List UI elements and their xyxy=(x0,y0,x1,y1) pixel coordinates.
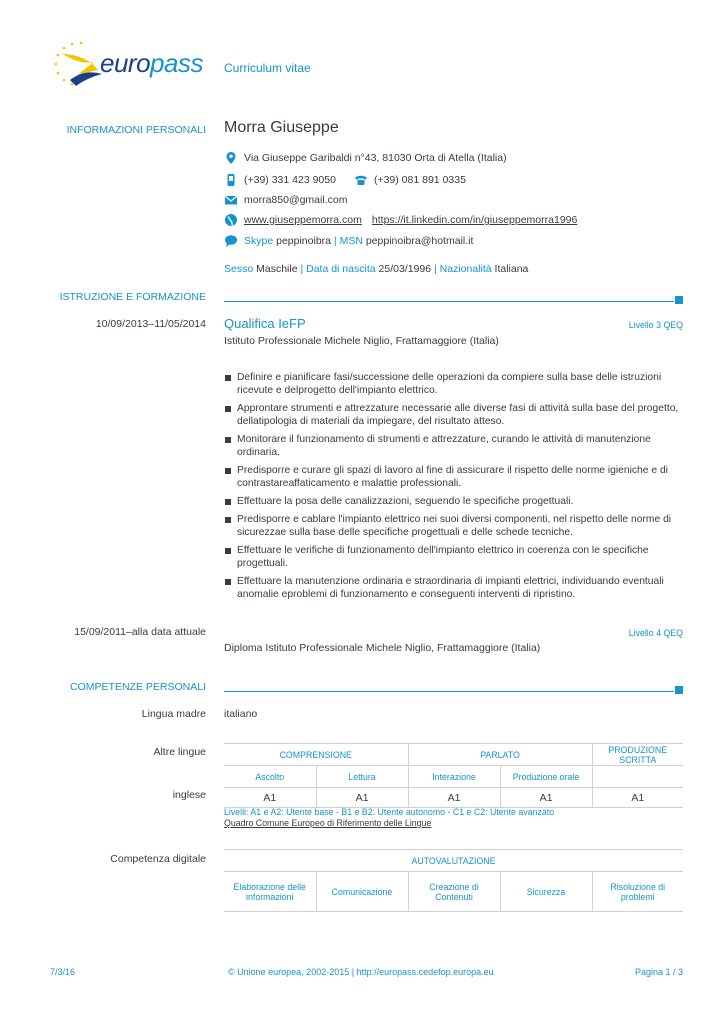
list-item: Effettuare la manutenzione ordinaria e straordinaria di impianti elettrici, individuando eventuali anomalie eproblemi di funzionamento e conseguenti interventi di ripristino. xyxy=(224,575,684,601)
dob-value: 25/03/1996 xyxy=(378,263,432,275)
person-name: Morra Giuseppe xyxy=(224,119,339,136)
mother-tongue-label: Lingua madre xyxy=(141,708,206,720)
logo-text-pass: pass xyxy=(150,48,203,78)
sex-value: Maschile xyxy=(256,263,298,275)
diploma-title: Diploma Istituto Professionale Michele Niglio, Frattamaggiore (Italia) xyxy=(224,642,541,654)
section-rule-marker xyxy=(675,686,683,694)
digital-competence-table xyxy=(224,849,683,912)
list-item: Monitorare il funzionamento di strumenti e attrezzature, curando le attività di manutenzione ordinaria. xyxy=(224,433,684,459)
separator: | xyxy=(300,263,304,275)
level-cell: A1 xyxy=(500,788,592,808)
level-cell: A1 xyxy=(592,788,683,808)
chat-bubble-icon xyxy=(224,234,238,248)
section-rule xyxy=(224,301,674,302)
list-item: Predisporre e cablare l'impianto elettrico nei suoi diversi componenti, nel rispetto delle norme di sicurezzae sulla base delle specifiche progettuali e delle schede tecniche. xyxy=(224,513,684,539)
institution: Istituto Professionale Michele Niglio, Frattamaggiore (Italia) xyxy=(224,335,499,347)
phone-number: (+39) 081 891 0335 xyxy=(373,174,466,186)
list-item: Definire e pianificare fasi/successione delle operazioni da compiere sulla base delle istruzioni ricevute e delprogetto dell'impianto elettrico. xyxy=(224,371,684,397)
header-comprehension: COMPRENSIONE xyxy=(224,744,408,766)
telephone-icon xyxy=(354,173,368,187)
location-pin-icon xyxy=(224,151,238,165)
subheader-spoken-production: Produzione orale xyxy=(500,766,592,788)
cefr-link[interactable]: Quadro Comune Europeo di Riferimento delle Lingue xyxy=(224,818,432,828)
personal-details-line xyxy=(224,263,528,275)
section-label-personal: INFORMAZIONI PERSONALI xyxy=(66,124,206,136)
europass-logo xyxy=(50,40,210,90)
language-table xyxy=(224,743,683,808)
mother-tongue-value: italiano xyxy=(224,708,258,720)
separator: | xyxy=(434,263,437,275)
address: Via Giuseppe Garibaldi n°43, 81030 Orta di Atella (Italia) xyxy=(244,152,507,164)
email-row xyxy=(224,193,347,207)
subheader-interaction: Interazione xyxy=(408,766,500,788)
section-label-education: ISTRUZIONE E FORMAZIONE xyxy=(59,291,206,303)
level-cell: A1 xyxy=(224,788,316,808)
separator: | xyxy=(333,235,337,247)
level-cell: A1 xyxy=(316,788,408,808)
email-envelope-icon xyxy=(224,193,238,207)
doc-title: Curriculum vitae xyxy=(224,61,311,75)
mobile-phone-icon xyxy=(224,173,238,187)
digital-col-problem-solving: Risoluzione di problemi xyxy=(592,872,683,912)
header-speaking: PARLATO xyxy=(408,744,592,766)
address-row xyxy=(224,151,507,165)
phone-row xyxy=(224,173,466,187)
diploma-level: Livello 4 QEQ xyxy=(628,628,683,638)
list-item: Effettuare la posa delle canalizzazioni, seguendo le specifiche progettuali. xyxy=(224,495,684,508)
other-languages-label: Altre lingue xyxy=(153,746,206,758)
footer-page-number: Pagina 1 / 3 xyxy=(634,967,683,977)
list-item: Predisporre e curare gli spazi di lavoro al fine di assicurare il rispetto delle norme igieniche e di contrastareaffaticamento e malattie professionali. xyxy=(224,464,684,490)
subheader-listening: Ascolto xyxy=(224,766,316,788)
list-item: Approntare strumenti e attrezzature necessarie alle diverse fasi di attività sulla base del progetto, dellatipologia di materiali da impiegare, del risultato atteso. xyxy=(224,402,684,428)
skype-id: peppinoibra xyxy=(276,235,331,247)
education-dates-1: 10/09/2013–11/05/2014 xyxy=(95,318,206,330)
digital-col-information: Elaborazione delle informazioni xyxy=(224,872,316,912)
subheader-reading: Lettura xyxy=(316,766,408,788)
footer-copyright: © Unione europea, 2002-2015 | http://europass.cedefop.europa.eu xyxy=(228,967,494,977)
digital-col-safety: Sicurezza xyxy=(500,872,592,912)
linkedin-link[interactable]: https://it.linkedin.com/in/giuseppemorra1996 xyxy=(371,214,578,226)
qualification-title: Qualifica IeFP xyxy=(224,316,306,331)
nationality-label: Nazionalità xyxy=(439,263,492,275)
globe-web-icon xyxy=(224,213,238,227)
msn-id: peppinoibra@hotmail.it xyxy=(365,235,474,247)
header-writing: PRODUZIONE SCRITTA xyxy=(592,744,683,766)
header-self-assessment: AUTOVALUTAZIONE xyxy=(224,850,683,872)
logo-text-euro: euro xyxy=(100,48,151,78)
digital-col-content: Creazione di Contenuti xyxy=(408,872,500,912)
im-row xyxy=(224,234,473,248)
level-cell: A1 xyxy=(408,788,500,808)
competency-list xyxy=(224,371,684,606)
nationality-value: Italiana xyxy=(494,263,529,275)
digital-col-communication: Comunicazione xyxy=(316,872,408,912)
qualification-level: Livello 3 QEQ xyxy=(628,320,683,330)
levels-note: Livelli: A1 e A2: Utente base - B1 e B2: Utente autonomo - C1 e C2: Utente avanzato xyxy=(224,807,555,817)
section-rule-marker xyxy=(675,296,683,304)
education-dates-2: 15/09/2011–alla data attuale xyxy=(74,626,206,638)
website-link[interactable]: www.giuseppemorra.com xyxy=(244,214,362,226)
msn-label: MSN xyxy=(339,235,363,247)
email-address[interactable]: morra850@gmail.com xyxy=(244,194,348,206)
section-rule xyxy=(224,691,674,692)
language-name: inglese xyxy=(172,789,206,801)
dob-label: Data di nascita xyxy=(306,263,376,275)
list-item: Effettuare le verifiche di funzionamento dell'impianto elettrico in coerenza con le specifiche progettuali. xyxy=(224,544,684,570)
footer-date: 7/3/16 xyxy=(50,967,76,977)
mobile-number: (+39) 331 423 9050 xyxy=(244,174,336,186)
section-label-skills: COMPETENZE PERSONALI xyxy=(70,681,206,693)
subheader-blank xyxy=(592,766,683,788)
skype-label: Skype xyxy=(244,235,274,247)
sex-label: Sesso xyxy=(224,263,254,275)
website-row xyxy=(224,213,577,227)
digital-competence-label: Competenza digitale xyxy=(110,853,206,865)
